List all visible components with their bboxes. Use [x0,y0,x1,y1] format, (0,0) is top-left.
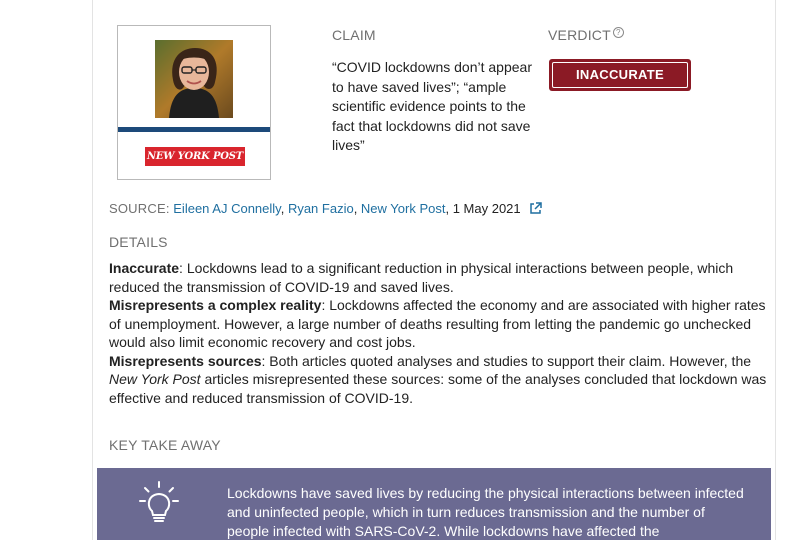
detail-item [109,259,769,296]
takeaway-label: KEY TAKE AWAY [109,437,221,453]
detail-text: : Both articles quoted analyses and studies to support their claim. However, the [261,352,752,369]
detail-item [109,296,769,352]
lightbulb-icon [136,480,182,531]
avatar [155,40,233,118]
detail-term: Inaccurate [109,260,180,276]
verdict-badge [549,59,691,91]
claim-text: “COVID lockdowns don’t appear to have saved lives”; “ample scientific evidence points to the fact that lockdowns did not save lives” [332,59,532,153]
detail-term: Misrepresents a complex reality [109,297,322,313]
verdict-value: INACCURATE [552,62,688,88]
outlet-logo: NEW YORK POST [145,147,245,166]
detail-text: : Lockdowns affected the economy and are associated with higher rates of unemployment. However, a large number of deaths resulting from letting the pandemic go unchecked would also limit economic recovery and cost jobs. [109,297,766,350]
detail-item [109,352,769,408]
detail-text: : Lockdowns lead to a significant reduction in physical interactions between people, which reduced the transmission of COVID-19 and saved lives. [109,260,734,295]
takeaway-box [97,468,771,540]
help-icon[interactable]: ? [613,27,624,38]
author-box [117,25,271,180]
external-link-icon[interactable] [529,202,542,218]
claim-label: CLAIM [332,27,376,43]
source-date: 1 May 2021 [452,201,521,216]
details-label: DETAILS [109,234,168,250]
verdict-label: VERDICT [548,27,611,43]
source-line: SOURCE: Eileen AJ Connelly, Ryan Fazio, New York Post, 1 May 2021 [109,201,542,218]
detail-text: articles misrepresented these sources: some of the analyses concluded that lockdown was effective and reduced transmission of COVID-19. [109,371,767,406]
source-label: SOURCE: [109,201,170,216]
source-author-link[interactable]: Ryan Fazio [287,201,354,216]
detail-italic: New York Post [109,371,201,387]
author-divider [118,127,270,132]
source-outlet-link[interactable]: New York Post [360,201,446,216]
takeaway-text: Lockdowns have saved lives by reducing the physical interactions between infected and uninfected people, which in turn reduces transmission and the number of people infected with SARS-CoV-2. While lockdowns have affected the [227,485,744,539]
details-body [109,259,769,407]
verdict-heading [548,27,624,43]
source-author-link[interactable]: Eileen AJ Connelly [173,201,281,216]
detail-term: Misrepresents sources [109,352,262,369]
